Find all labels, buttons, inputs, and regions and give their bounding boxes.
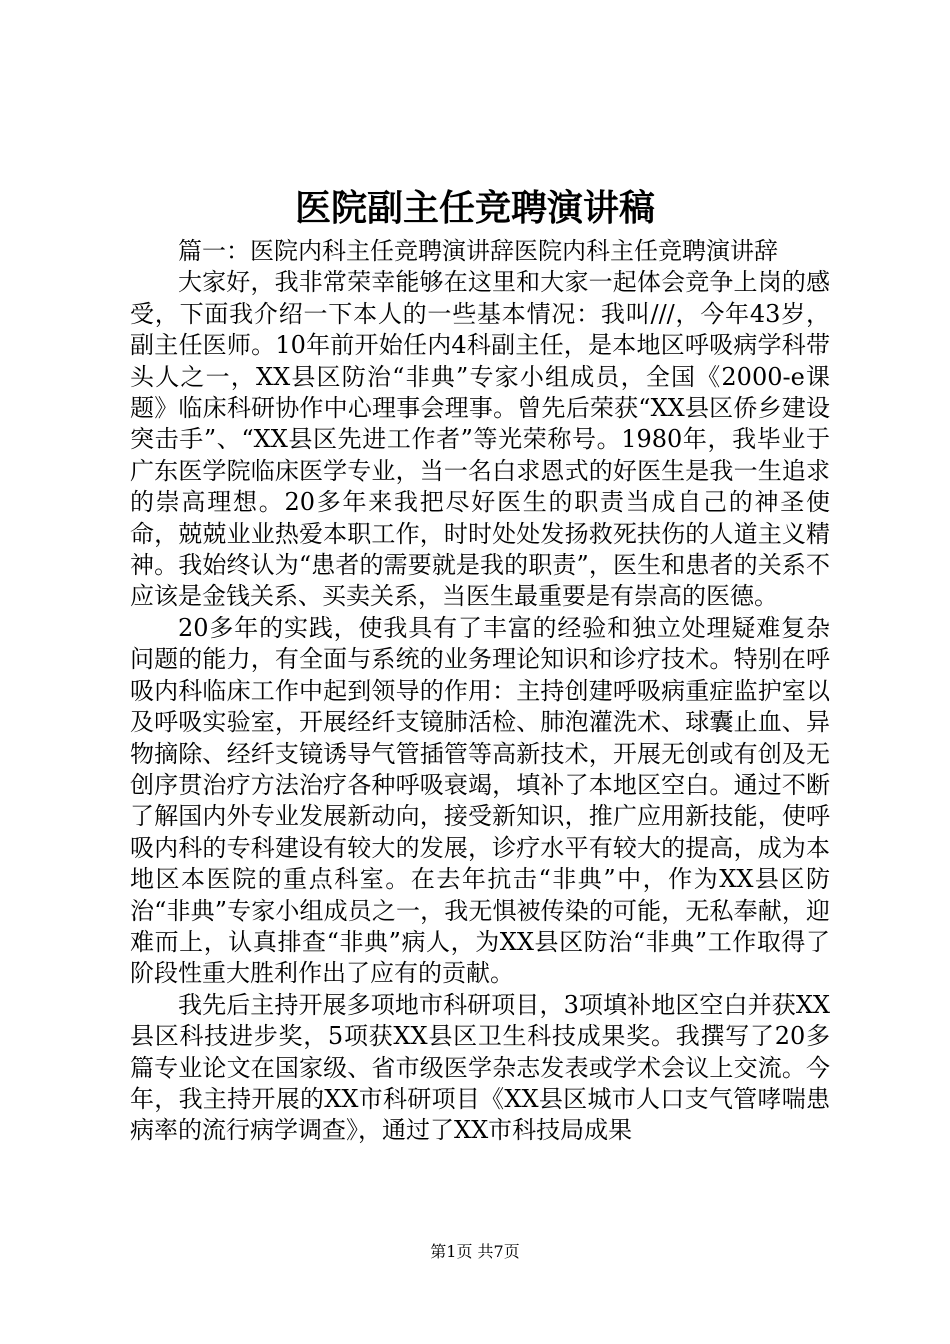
paragraph-2: 20多年的实践，使我具有了丰富的经验和独立处理疑难复杂问题的能力，有全面与系统的业务理论知识和诊疗技术。特别在呼吸内科临床工作中起到领导的作用：主持创建呼吸病重症监护室以及呼吸实验室，开展经纤支镜肺活检、肺泡灌洗术、球囊止血、异物摘除、经纤支镜诱导气管插管等高新技术，开展无创或有创及无创序贯治疗方法治疗各种呼吸衰竭，填补了本地区空白。通过不断了解国内外专业发展新动向，接受新知识，推广应用新技能，使呼吸内科的专科建设有较大的发展，诊疗水平有较大的提高，成为本地区本医院的重点科室。在去年抗击“非典”中，作为XX县区防治“非典”专家小组成员之一，我无惧被传染的可能，无私奉献，迎难而上，认真排查“非典”病人，为XX县区防治“非典”工作取得了阶段性重大胜利作出了应有的贡献。 [130, 613, 830, 988]
page-number-footer: 第1页 共7页 [430, 1242, 520, 1261]
paragraph-intro: 篇一：医院内科主任竞聘演讲辞医院内科主任竞聘演讲辞 [178, 237, 778, 265]
paragraph-3: 我先后主持开展多项地市科研项目，3项填补地区空白并获XX县区科技进步奖，5项获XX县区卫生科技成果奖。我撰写了20多篇专业论文在国家级、省市级医学杂志发表或学术会议上交流。今年，我主持开展的XX市科研项目《XX县区城市人口支气管哮喘患病率的流行病学调查》，通过了XX市科技局成果 [130, 990, 830, 1145]
document-body [130, 236, 830, 1147]
paragraph-1: 大家好，我非常荣幸能够在这里和大家一起体会竞争上岗的感受，下面我介绍一下本人的一些基本情况：我叫///，今年43岁，副主任医师。10年前开始任内4科副主任，是本地区呼吸病学科带头人之一，XX县区防治“非典”专家小组成员，全国《2000-e课题》临床科研协作中心理事会理事。曾先后荣获“XX县区侨乡建设突击手”、“XX县区先进工作者”等光荣称号。1980年，我毕业于广东医学院临床医学专业，当一名白求恩式的好医生是我一生追求的崇高理想。20多年来我把尽好医生的职责当成自己的神圣使命，兢兢业业热爱本职工作，时时处处发扬救死扶伤的人道主义精神。我始终认为“患者的需要就是我的职责”，医生和患者的关系不应该是金钱关系、买卖关系，当医生最重要是有崇高的医德。 [130, 268, 830, 611]
document-title: 医院副主任竞聘演讲稿 [294, 187, 655, 229]
